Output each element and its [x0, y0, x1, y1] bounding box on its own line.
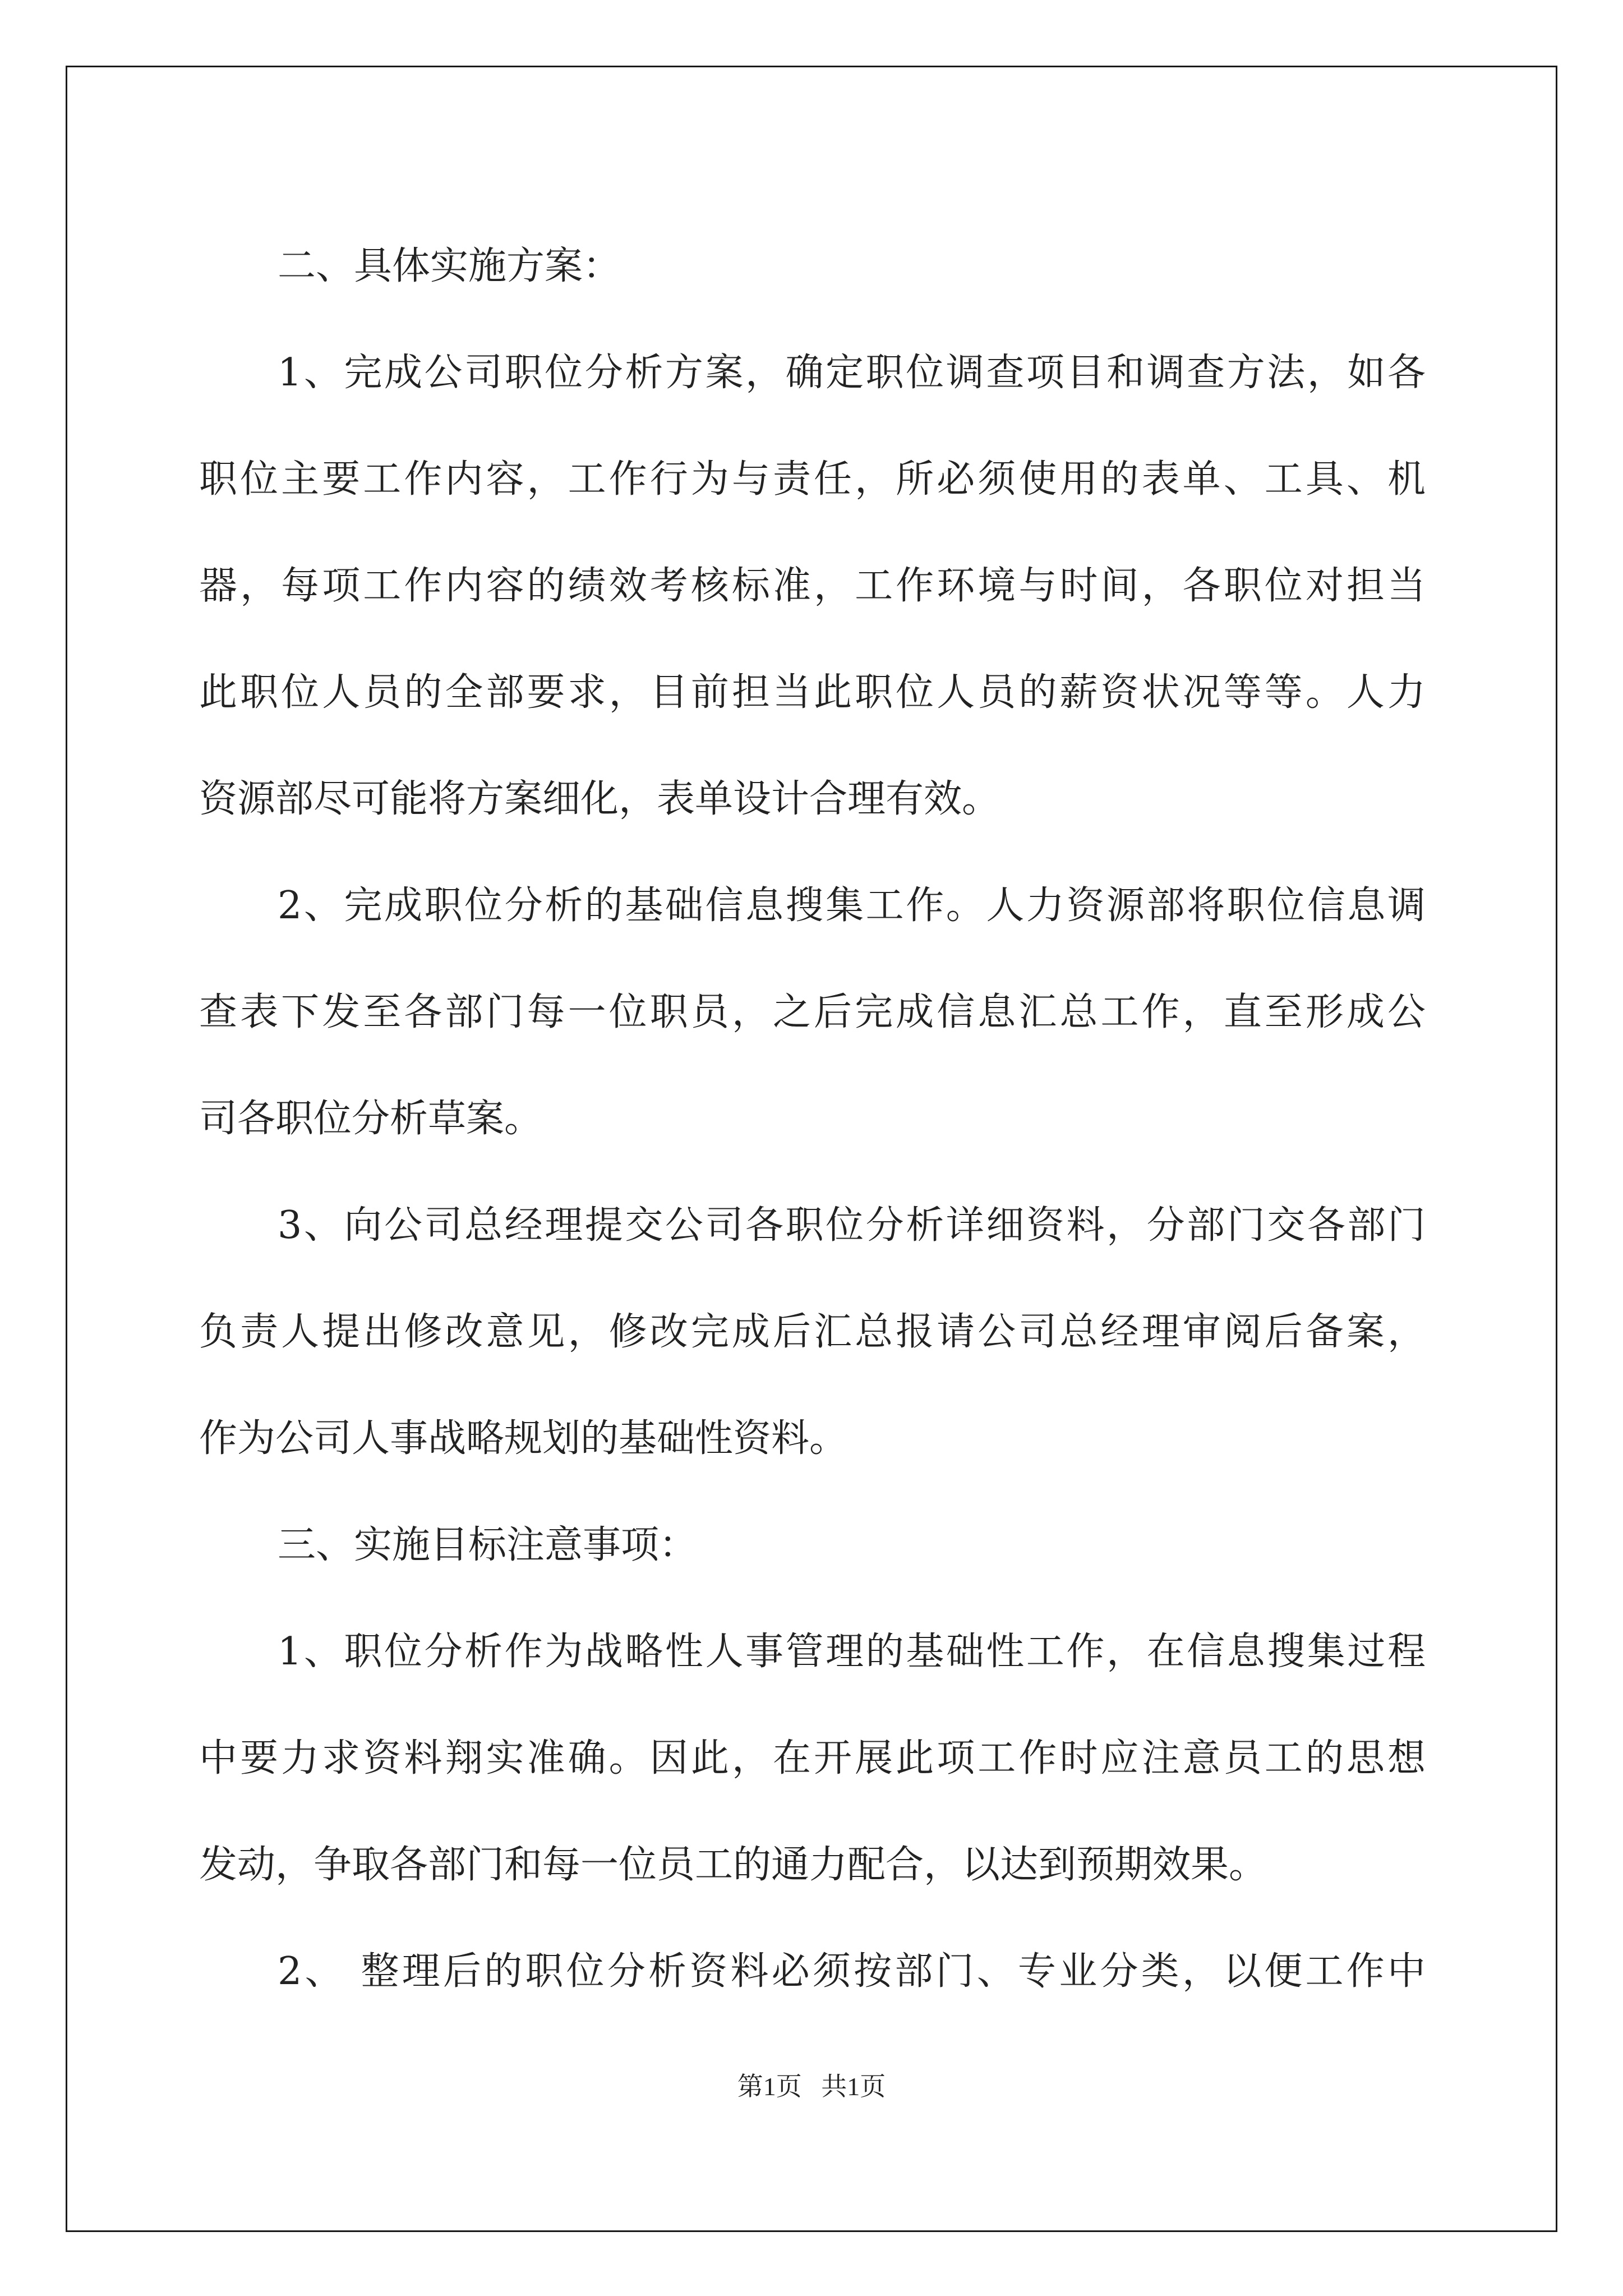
paragraph-line: 1、职位分析作为战略性人事管理的基础性工作，在信息搜集过程 — [278, 1630, 1426, 1674]
paragraph-line: 资源部尽可能将方案细化，表单设计合理有效。 — [199, 777, 1000, 821]
heading-implementation-plan: 二、具体实施方案： — [278, 244, 621, 288]
paragraph-line: 查表下发至各部门每一位职员，之后完成信息汇总工作，直至形成公 — [199, 990, 1426, 1034]
paragraph-line: 器，每项工作内容的绩效考核标准，工作环境与时间，各职位对担当 — [199, 564, 1426, 608]
paragraph-line: 2、完成职位分析的基础信息搜集工作。人力资源部将职位信息调 — [278, 884, 1426, 928]
heading-implementation-notes: 三、实施目标注意事项： — [278, 1523, 698, 1567]
paragraph-line: 3、向公司总经理提交公司各职位分析详细资料，分部门交各部门 — [278, 1203, 1426, 1248]
page-number-footer: 第1页 共1页 — [737, 2072, 886, 2101]
paragraph-line: 作为公司人事战略规划的基础性资料。 — [199, 1416, 848, 1461]
paragraph-line: 中要力求资料翔实准确。因此，在开展此项工作时应注意员工的思想 — [199, 1736, 1426, 1780]
paragraph-line: 2、 整理后的职位分析资料必须按部门、专业分类，以便工作中 — [278, 1949, 1426, 1994]
paragraph-line: 职位主要工作内容，工作行为与责任，所必须使用的表单、工具、机 — [199, 457, 1426, 501]
paragraph-line: 1、完成公司职位分析方案，确定职位调查项目和调查方法，如各 — [278, 351, 1426, 395]
paragraph-line: 司各职位分析草案。 — [199, 1097, 543, 1141]
paragraph-line: 发动，争取各部门和每一位员工的通力配合，以达到预期效果。 — [199, 1843, 1267, 1887]
paragraph-line: 负责人提出修改意见，修改完成后汇总报请公司总经理审阅后备案， — [199, 1310, 1426, 1354]
paragraph-line: 此职位人员的全部要求，目前担当此职位人员的薪资状况等等。人力 — [199, 670, 1426, 715]
